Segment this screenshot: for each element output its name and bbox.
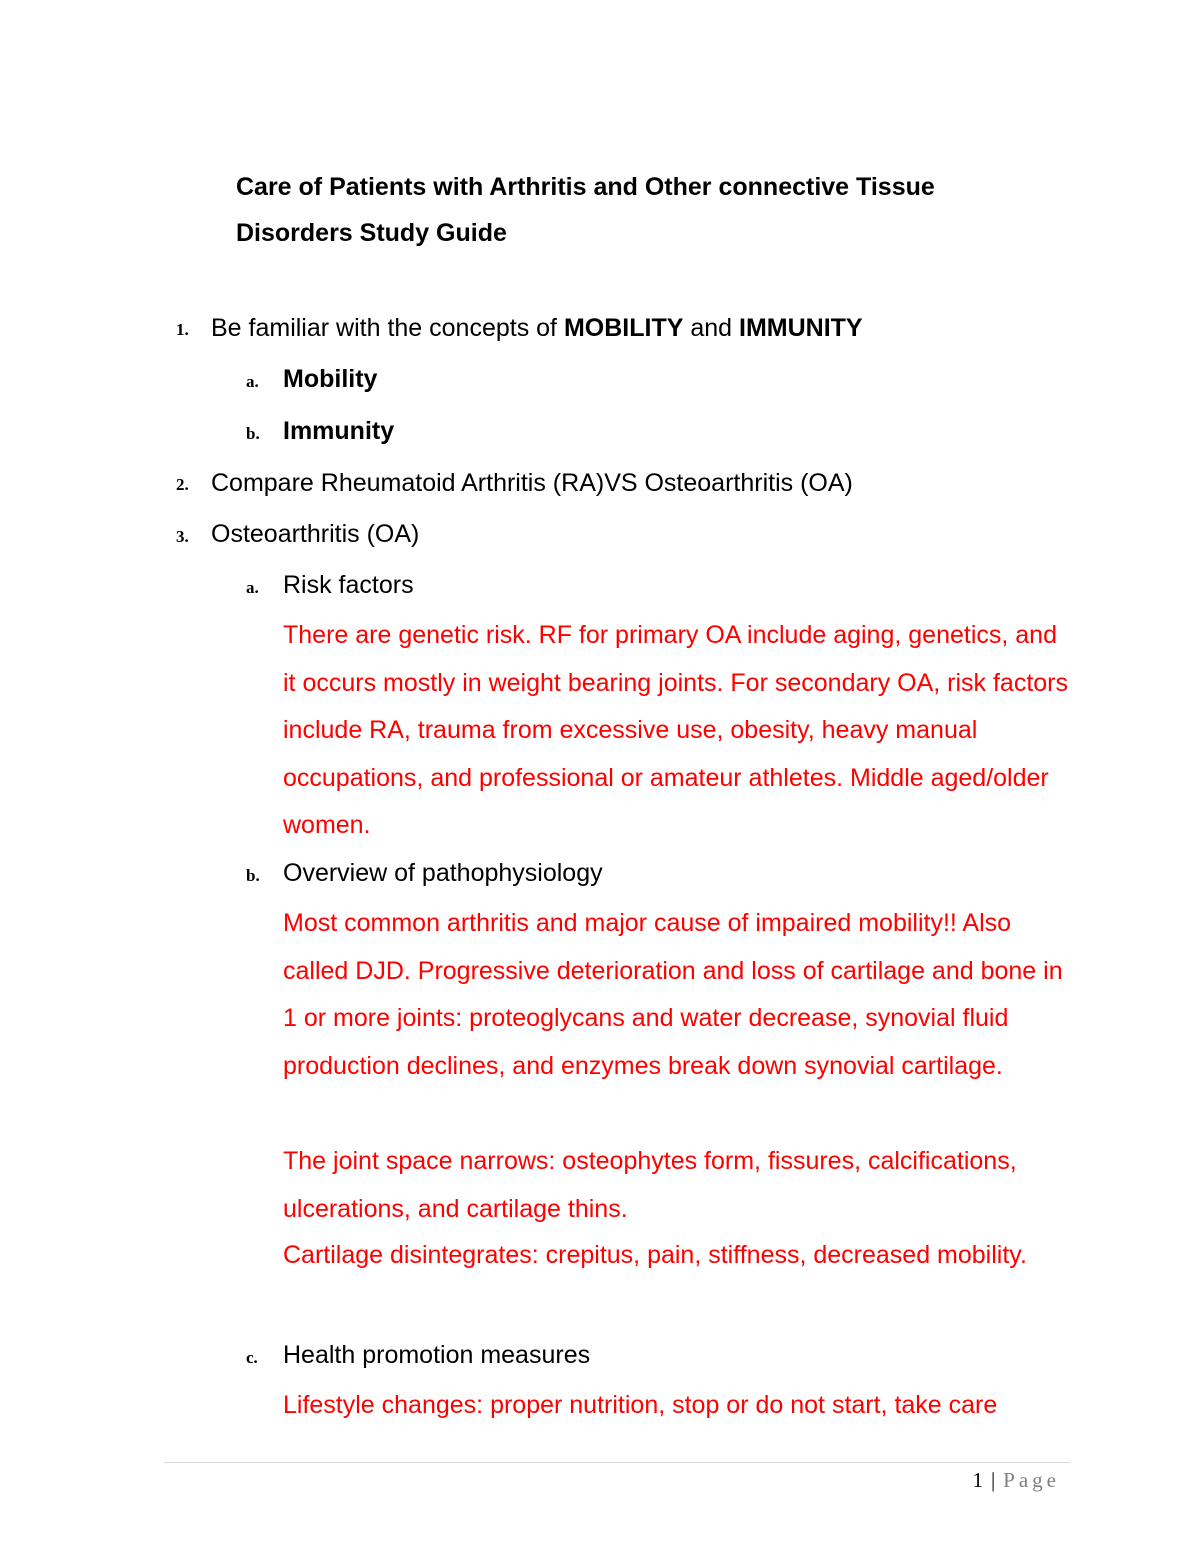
sub-item-risk-factors: Risk factors [283, 571, 414, 599]
document-title: Care of Patients with Arthritis and Other connective Tissue Disorders Study Guide [236, 173, 935, 247]
sub-letter-1b: b. [246, 424, 260, 443]
sub-letter-3a: a. [246, 578, 259, 597]
list-item-1-conjunction: and [683, 314, 739, 342]
note-risk-factors: There are genetic risk. RF for primary OA include aging, genetics, and it occurs mostly in weight bearing joints. For secondary OA, risk factors include RA, trauma from excessive use, obesity, heavy manual occupations, and professional or amateur athletes. Middle aged/older women. [283, 621, 1069, 839]
keyword-immunity: IMMUNITY [739, 314, 863, 342]
sub-item-health-promotion: Health promotion measures [283, 1341, 591, 1369]
page-number: 1 [972, 1468, 983, 1492]
list-item-1-text: Be familiar with the concepts of [211, 314, 564, 342]
note-pathophysiology-3: Cartilage disintegrates: crepitus, pain, stiffness, decreased mobility. [283, 1241, 1027, 1269]
keyword-mobility: MOBILITY [563, 314, 684, 342]
footer-divider [164, 1462, 1070, 1463]
list-item-2: Compare Rheumatoid Arthritis (RA)VS Osteoarthritis (OA) [211, 469, 853, 497]
sub-letter-3c: c. [246, 1348, 258, 1367]
note-health-promotion: Lifestyle changes: proper nutrition, stop or do not start, take care [283, 1391, 998, 1419]
sub-letter-3b: b. [246, 866, 260, 885]
list-item-3: Osteoarthritis (OA) [211, 520, 420, 548]
page-footer [972, 1466, 1060, 1494]
note-pathophysiology-1: Most common arthritis and major cause of impaired mobility!! Also called DJD. Progressive deterioration and loss of cartilage and bone in 1 or more joints: proteoglycans and water decrease, synovial fluid production declines, and enzymes break down synovial cartilage. [283, 909, 1063, 1080]
sub-letter-1a: a. [246, 372, 259, 391]
page-label: Page [1003, 1468, 1060, 1492]
list-number-3: 3. [176, 527, 189, 546]
list-number-2: 2. [176, 475, 189, 494]
footer-separator: | [990, 1468, 996, 1492]
sub-item-immunity: Immunity [283, 417, 395, 445]
list-item-1 [211, 311, 863, 345]
note-pathophysiology-2: The joint space narrows: osteophytes form, fissures, calcifications, ulcerations, and cartilage thins. [283, 1147, 1017, 1223]
sub-item-mobility: Mobility [283, 365, 378, 393]
list-number-1: 1. [176, 320, 189, 339]
sub-item-pathophysiology: Overview of pathophysiology [283, 859, 603, 887]
